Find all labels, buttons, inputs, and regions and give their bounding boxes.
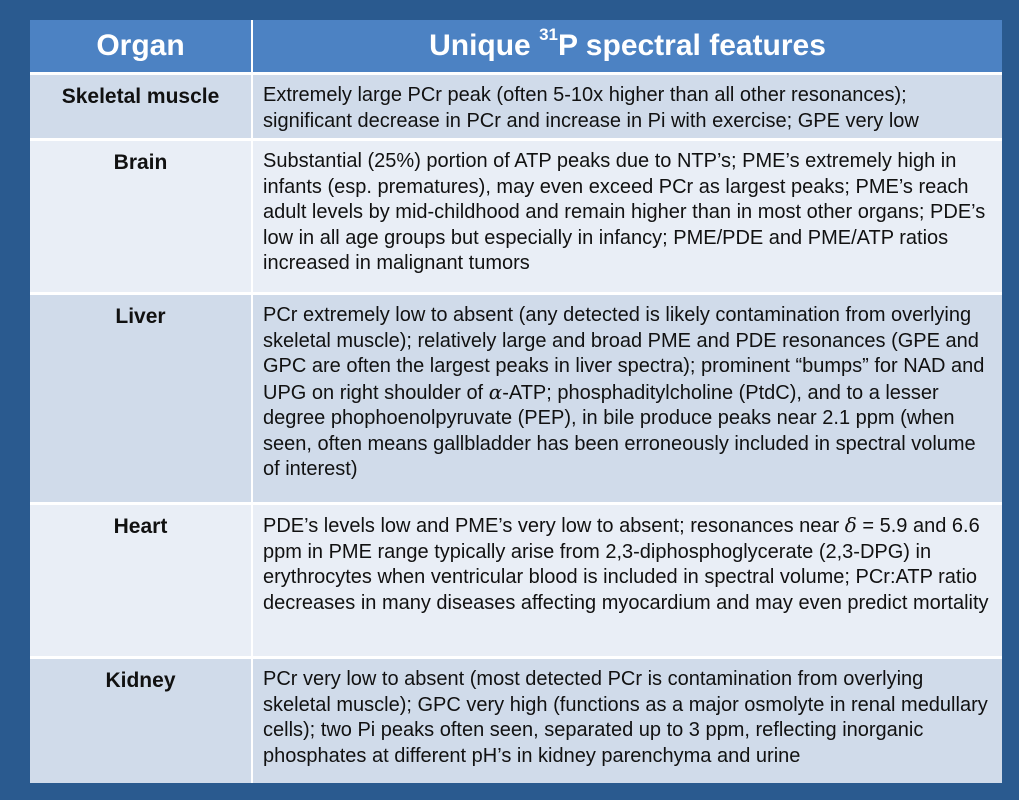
organ-cell: Kidney	[30, 658, 252, 783]
header-organ: Organ	[30, 20, 252, 74]
organ-cell: Brain	[30, 140, 252, 294]
table-row	[30, 74, 1002, 140]
organ-cell: Skeletal muscle	[30, 74, 252, 140]
header-features	[252, 20, 1002, 74]
organ-cell: Heart	[30, 504, 252, 658]
header-features-sup: 31	[539, 25, 558, 44]
features-cell: Substantial (25%) portion of ATP peaks due to NTP’s; PME’s extremely high in infants (esp. prematures), may even exceed PCr as largest peaks; PME’s reach adult levels by mid-childhood and remain higher than in most other organs; PDE’s low in all age groups but especially in infancy; PME/PDE and PME/ATP ratios increased in malignant tumors	[252, 140, 1002, 294]
table-row	[30, 294, 1002, 504]
table-row	[30, 140, 1002, 294]
organ-cell: Liver	[30, 294, 252, 504]
table-row	[30, 504, 1002, 658]
features-cell: PCr very low to absent (most detected PCr is contamination from overlying skeletal muscle); GPC very high (functions as a major osmolyte in renal medullary cells); two Pi peaks often seen, separated up to 3 ppm, reflecting inorganic phosphates at different pH’s in kidney parenchyma and urine	[252, 658, 1002, 783]
features-text-a: PCr extremely low to absent (any detected is likely contamination from overlying skeletal muscle); relatively large and broad PME and PDE resonances (GPE and GPC are often the largest peaks in liver spectra); prominent “bumps” for NAD and UPG on right shoulder of	[263, 304, 985, 404]
alpha-symbol: α	[488, 379, 503, 404]
table-row	[30, 658, 1002, 783]
header-features-post: P spectral features	[558, 29, 826, 62]
features-cell: Extremely large PCr peak (often 5-10x higher than all other resonances); significant decrease in PCr and increase in Pi with exercise; GPE very low	[252, 74, 1002, 140]
header-features-pre: Unique	[429, 29, 540, 62]
features-text-b: -ATP; phosphaditylcholine (PtdC), and to a lesser degree phophoenolpyruvate (PEP), in bile produce peaks near 2.1 ppm (when seen, often means gallbladder has been erroneously included in spectral volume of interest)	[263, 381, 976, 480]
header-row	[30, 20, 1002, 74]
spectral-features-table	[30, 20, 1002, 783]
features-text-b: = 5.9 and 6.6 ppm in PME range typically arise from 2,3-diphosphoglycerate (2,3-DPG) in erythrocytes when ventricular blood is included in spectral volume; PCr:ATP ratio decreases in many diseases affecting myocardium and may even predict mortality	[263, 515, 989, 614]
table-frame	[30, 20, 1002, 780]
features-text-a: PDE’s levels low and PME’s very low to absent; resonances near	[263, 515, 845, 537]
features-cell	[252, 294, 1002, 504]
features-cell	[252, 504, 1002, 658]
delta-symbol: δ	[844, 513, 857, 537]
